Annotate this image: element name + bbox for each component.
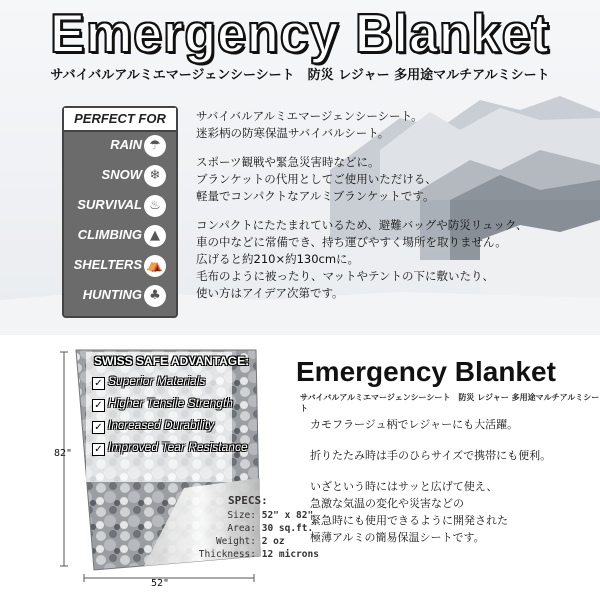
perfect-for-label: CLIMBING: [77, 227, 142, 242]
advantage-item: [92, 440, 248, 456]
perfect-for-label: SNOW: [101, 167, 142, 182]
intro-line: 迷彩柄の防寒保温サバイバルシート。: [196, 126, 390, 140]
spec-value: 2 oz: [261, 536, 285, 547]
section-line: 緊急時にも使用できるように開発された: [310, 514, 508, 527]
perfect-for-panel: [62, 106, 178, 318]
perfect-for-item-survival: [64, 192, 176, 221]
specs-title: SPECS:: [228, 494, 268, 507]
intro-line: コンパクトにたたまれているため、避難バッグや防災リュック、: [196, 218, 528, 232]
perfect-for-label: SHELTERS: [73, 257, 142, 272]
perfect-for-label: SURVIVAL: [77, 197, 142, 212]
intro-line: 毛布のように被ったり、マットやテントの下に敷いたり、: [196, 269, 494, 283]
section-subtitle: サバイバルアルミエマージェンシーシート 防災 レジャー 多用途マルチアルミシート: [300, 393, 600, 413]
advantages-title: SWISS SAFE ADVANTAGE:: [94, 354, 250, 368]
spec-value: 52" x 82": [261, 510, 314, 521]
checkbox-icon: ✓: [92, 443, 105, 456]
section-line: 極薄アルミの簡易保温シートです。: [310, 531, 485, 544]
snowflake-icon: ❄: [144, 165, 166, 187]
intro-line: スポーツ観戦や緊急災害時などに。: [196, 155, 380, 169]
product-image-area: [24, 338, 319, 600]
intro-line: 車の中などに常備でき、持ち運びやすく場所を取りません。: [196, 235, 507, 249]
intro-line: サバイバルアルミエマージェンシーシート。: [196, 109, 423, 123]
perfect-for-item-rain: [64, 132, 176, 161]
intro-text: [196, 108, 596, 314]
tent-icon: ⛺: [144, 255, 166, 277]
intro-paragraph: [196, 217, 596, 302]
spec-value: 12 microns: [261, 549, 319, 560]
section-body: [310, 416, 596, 560]
intro-line: 軽量でコンパクトなアルミブランケットです。: [196, 189, 435, 203]
perfect-for-header: PERFECT FOR: [64, 108, 176, 132]
advantage-item: [92, 396, 233, 412]
spec-value: 30 sq.ft.: [261, 523, 314, 534]
mountain-icon: ▲: [144, 225, 166, 247]
spec-key: Area:: [227, 523, 256, 534]
intro-line: ブランケットの代用としてご使用いただける、: [196, 172, 437, 186]
advantages-panel: [86, 352, 232, 482]
section-line: いざという時にはサッと広げて使え、: [310, 480, 498, 493]
width-dimension-label: 52": [151, 578, 170, 589]
trees-icon: ♣: [144, 285, 166, 307]
advantage-item: [92, 374, 205, 390]
checkbox-icon: ✓: [92, 377, 105, 390]
intro-line: 使い方はアイデア次第です。: [196, 286, 344, 300]
height-dimension-label: 82": [54, 448, 73, 459]
campfire-icon: ♨: [144, 195, 166, 217]
perfect-for-label: HUNTING: [82, 287, 142, 302]
intro-line: 広げると約210×約130cmに。: [196, 252, 360, 266]
section-paragraph: [310, 478, 596, 546]
advantage-label: Superior Materials: [108, 374, 206, 388]
perfect-for-item-hunting: [64, 282, 176, 311]
intro-paragraph: [196, 154, 596, 205]
checkbox-icon: ✓: [92, 399, 105, 412]
perfect-for-label: RAIN: [110, 137, 142, 152]
section-line: 急激な気温の変化や災害などの: [310, 497, 464, 510]
spec-key: Thickness:: [198, 549, 256, 560]
advantage-label: Increased Durability: [108, 418, 215, 432]
advantage-label: Improved Tear Resistance: [108, 440, 248, 454]
section-paragraph: 折りたたみ時は手のひらサイズで携帯にも便利。: [310, 449, 552, 462]
perfect-for-item-climbing: [64, 222, 176, 251]
perfect-for-item-shelters: [64, 252, 176, 281]
checkbox-icon: ✓: [92, 421, 105, 434]
perfect-for-item-snow: [64, 162, 176, 191]
rain-cloud-icon: ☂: [144, 135, 166, 157]
spec-key: Size:: [227, 510, 256, 521]
advantage-label: Higher Tensile Strength: [108, 396, 233, 410]
advantage-item: [92, 418, 214, 434]
page-subtitle: サバイバルアルミエマージェンシーシート 防災 レジャー 多用途マルチアルミシート: [50, 68, 550, 83]
page-title: Emergency Blanket: [50, 3, 550, 65]
spec-key: Weight:: [215, 536, 256, 547]
intro-paragraph: [196, 108, 596, 142]
section-title: Emergency Blanket: [296, 356, 556, 387]
section-paragraph: カモフラージュ柄でレジャーにも大活躍。: [310, 418, 519, 431]
